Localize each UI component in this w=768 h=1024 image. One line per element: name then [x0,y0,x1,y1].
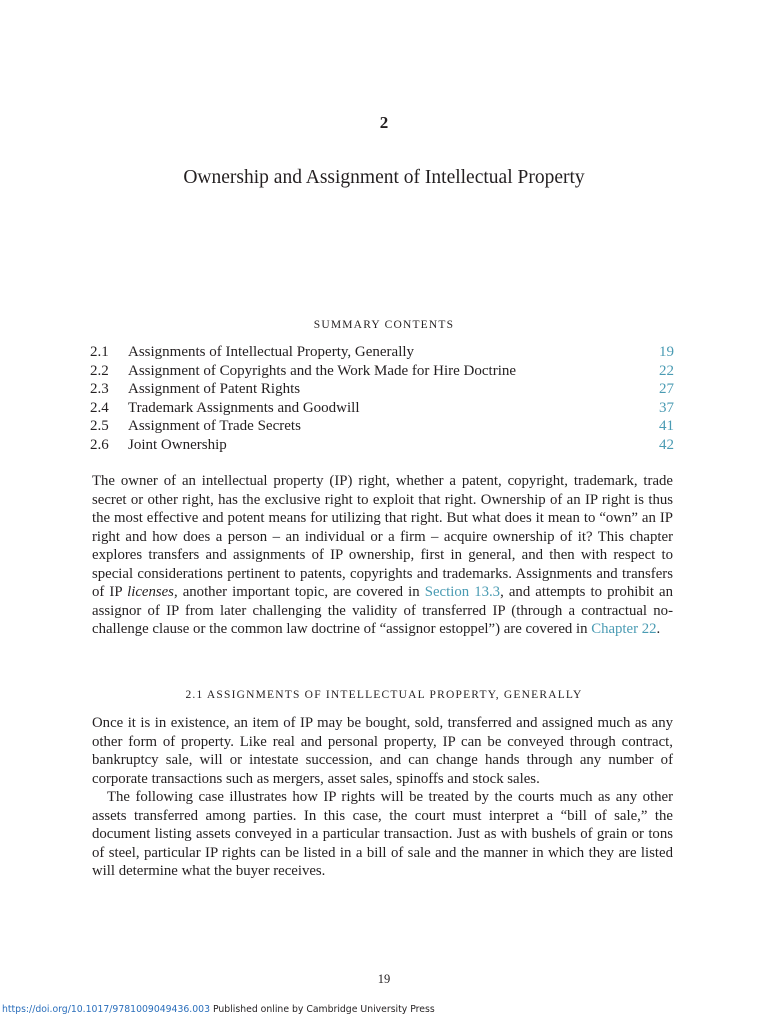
intro-licenses-emphasis: licenses [127,584,174,600]
toc-section-title: Trademark Assignments and Goodwill [128,399,360,416]
intro-text-part4: . [656,621,661,637]
footer-publisher-text: Published online by Cambridge University Press [210,1004,435,1015]
toc-page-link[interactable]: 41 [659,418,674,435]
summary-contents-heading: SUMMARY CONTENTS [313,319,455,331]
toc-row[interactable] [90,399,674,418]
toc-page-link[interactable]: 27 [659,381,674,398]
toc-page-link[interactable]: 37 [659,399,674,416]
doi-link[interactable]: https://doi.org/10.1017/9781009049436.003 [2,1004,211,1015]
toc-row[interactable] [90,417,674,436]
intro-text-part1: The owner of an intellectual property (IP) right, whether a patent, copyright, trademark, trade secret or other right, has the exclusive right to exploit that right. Ownership of an IP right is thus the most effective and potent means for utilizing that right. But what does it mean to “own” an IP right and how does a person – an individual or a firm – acquire ownership of it? This chapter explores transfers and assignments of IP ownership, first in general, and then with respect to special considerations pertinent to patents, copyrights and trademarks. Assignments and transfers of IP [92,473,673,600]
section-paragraph-1: Once it is in existence, an item of IP may be bought, sold, transferred and assigned much as any other form of property. Like real and personal property, IP can be conveyed through contract, bankruptcy sale, will or intestate succession, and can change hands through any number of corporate transactions such as mergers, asset sales, spinoffs and stock sales. [92,715,673,787]
footer-citation [2,1004,435,1016]
toc-section-number: 2.4 [90,399,109,416]
toc-section-number: 2.6 [90,436,109,453]
toc-section-title: Assignments of Intellectual Property, Generally [128,344,415,360]
toc-row[interactable] [90,343,674,362]
toc-section-title: Assignment of Patent Rights [128,381,301,398]
toc-page-link[interactable]: 19 [659,344,674,360]
toc-section-number: 2.3 [90,381,109,398]
intro-text-part3: , and attempts to prohibit an assignor of IP from later challenging the validity of transferred IP (through a contractual no-challenge clause or the common law doctrine of “assignor estoppel”) are covered in [92,584,673,637]
toc-row[interactable] [90,362,674,381]
section-13-3-link[interactable]: Section 13.3 [424,584,501,600]
toc-section-title: Joint Ownership [128,436,227,453]
section-paragraph-2: The following case illustrates how IP rights will be treated by the courts much as any other assets transferred among parties. In this case, the court must interpret a “bill of sale,” the document listing assets conveyed in a particular transaction. Just as with bushels of grain or tons of steel, particular IP rights can be listed in a bill of sale and the manner in which they are listed will determine what the buyer receives. [92,789,673,879]
toc-section-number: 2.1 [90,344,109,360]
toc-section-title: Assignment of Trade Secrets [128,418,301,435]
chapter-title: Ownership and Assignment of Intellectual Property [183,167,585,188]
toc-row[interactable] [90,436,674,455]
toc-page-link[interactable]: 22 [659,362,674,379]
toc-section-number: 2.5 [90,418,109,435]
section-2-1-heading: 2.1 ASSIGNMENTS OF INTELLECTUAL PROPERTY, GENERALLY [185,689,583,701]
chapter-22-link[interactable]: Chapter 22 [591,621,657,637]
intro-text-part2: , another important topic, are covered in [173,584,425,600]
toc-row[interactable] [90,380,674,399]
page-number: 19 [377,972,391,986]
summary-contents-list [90,343,674,455]
toc-page-link[interactable]: 42 [659,436,674,453]
toc-section-number: 2.2 [90,362,109,379]
chapter-number: 2 [379,113,389,132]
toc-section-title: Assignment of Copyrights and the Work Made for Hire Doctrine [128,362,517,379]
intro-paragraph [92,472,673,639]
